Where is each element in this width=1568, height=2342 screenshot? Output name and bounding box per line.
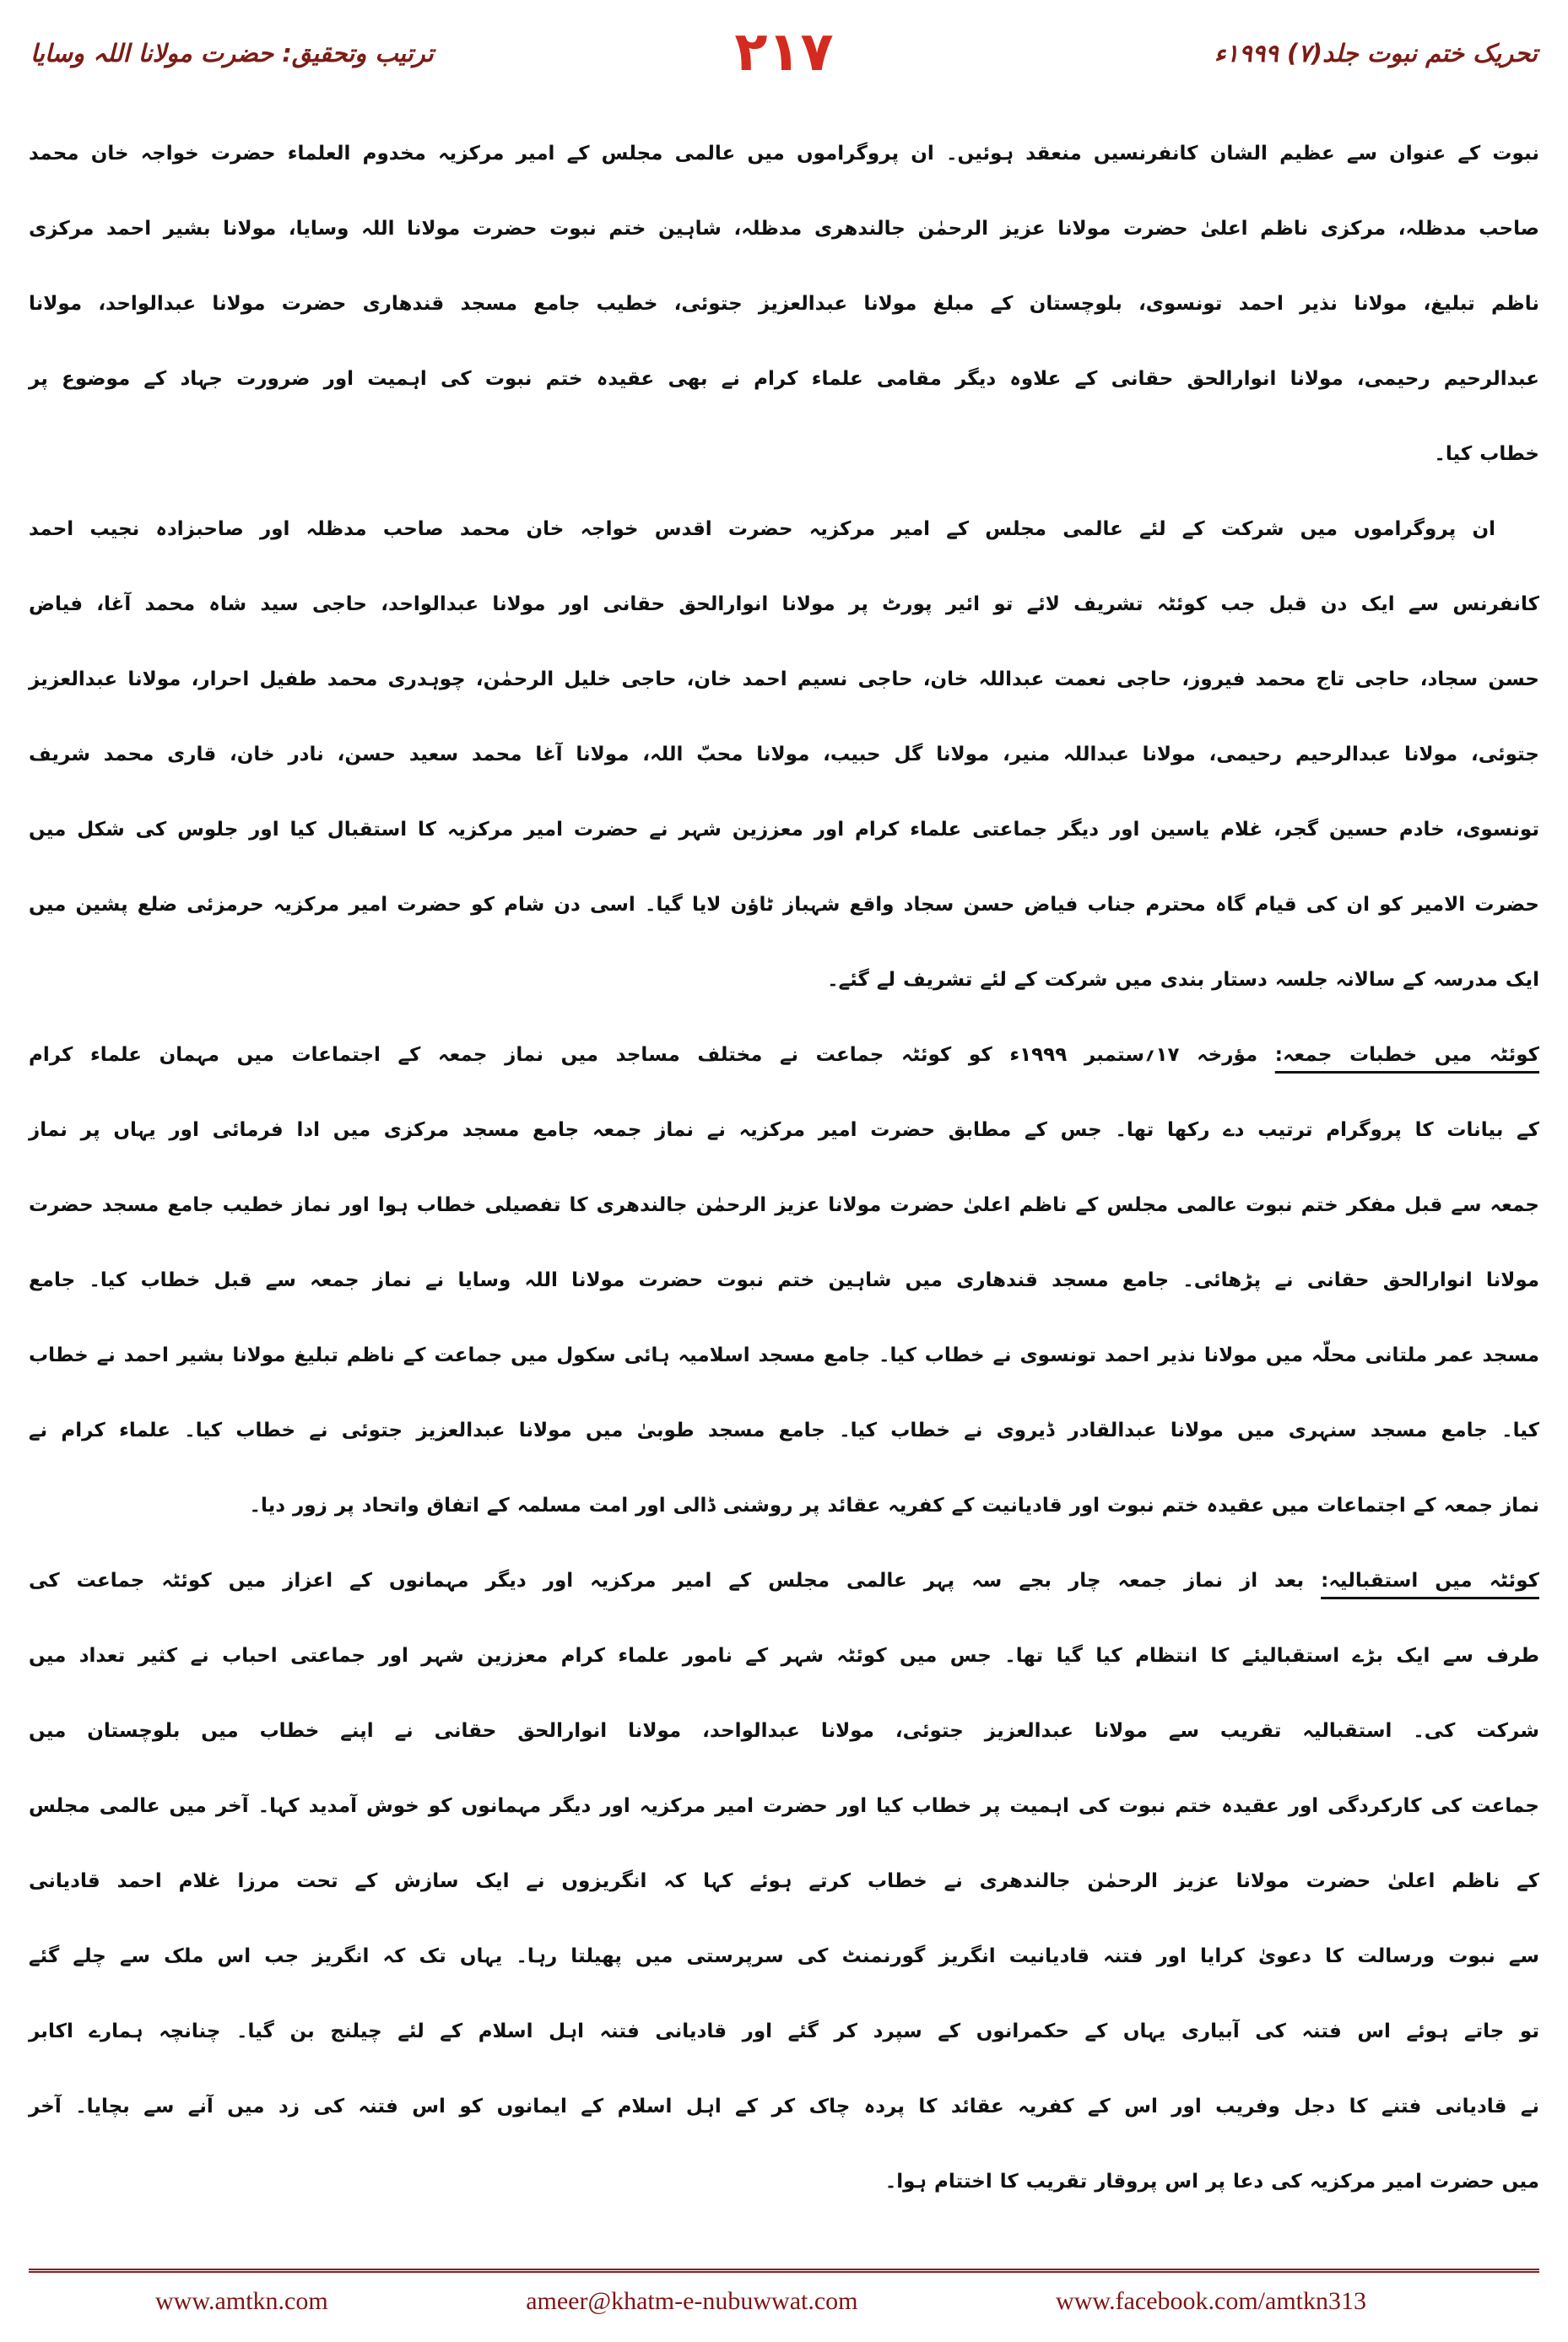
paragraph [29,1018,1539,1544]
page-number: ۲۱۷ [734,21,834,84]
page-body [29,116,1539,2220]
text-line [29,1018,1539,1093]
text-line: تو جاتے ہوئے اس فتنہ کی آبیاری یہاں کے حکمرانوں کے سپرد کر گئے اور قادیانی فتنہ اہل اسلام کے لئے چیلنج بن گیا۔ چنانچہ ہمارے اکابر [29,2020,1539,2042]
text-line: شرکت کی۔ استقبالیہ تقریب سے مولانا عبدالعزیز جتوئی، مولانا عبدالواحد، مولانا انوارالحق حقانی نے اپنے خطاب میں بلوچستان میں [29,1720,1539,1742]
text-line: نے قادیانی فتنے کا دجل وفریب اور اس کے کفریہ عقائد کا پردہ چاک کر کے اہل اسلام کے ایمانوں کو اس فتنہ کی زد میں آنے سے بچایا۔ آخر [29,2096,1539,2118]
text-line: تونسوی، خادم حسین گجر، غلام یاسین اور دیگر جماعتی علماء کرام اور معززین شہر نے حضرت امیر مرکزیہ کا استقبال کیا اور جلوس کی شکل میں [29,819,1539,841]
text-line: ان پروگراموں میں شرکت کے لئے عالمی مجلس کے امیر مرکزیہ حضرت اقدس خواجہ خان محمد صاحب مدظلہ اور صاحبزادہ نجیب احمد [29,518,1495,540]
text-line: عبدالرحیم رحیمی، مولانا انوارالحق حقانی کے علاوہ دیگر مقامی علماء کرام نے بھی عقیدہ ختم نبوت کی اہمیت اور ضرورت جہاد کے موضوع پر [29,368,1539,390]
page-header [30,15,1538,96]
text-line: مسجد عمر ملتانی محلّہ میں مولانا نذیر احمد تونسوی نے خطاب کیا۔ جامع مسجد اسلامیہ ہائی سکول میں جماعت کے ناظم تبلیغ مولانا بشیر احمد نے خطاب [29,1344,1539,1366]
paragraph [29,116,1539,492]
text-line: جتوئی، مولانا عبدالرحیم رحیمی، مولانا عبداللہ منیر، مولانا گل حبیب، مولانا محبّ اللہ، مولانا آغا محمد سعید حسن، نادر خان، قاری محمد شریف [29,744,1539,765]
line-text: مؤرخہ ۱۷؍ستمبر ۱۹۹۹ء کو کوئٹہ جماعت نے مختلف مساجد میں نماز جمعہ کے اجتماعات میں مہمان علماء کرام [29,1044,1258,1066]
paragraph [29,492,1539,1018]
facebook-link[interactable]: www.facebook.com/amtkn313 [1056,2286,1366,2315]
text-line: کانفرنس سے ایک دن قبل جب کوئٹہ تشریف لائے تو ائیر پورٹ پر مولانا انوارالحق حقانی اور مولانا عبدالواحد، حاجی سید شاہ محمد آغا، فیاض [29,593,1539,615]
text-line: خطاب کیا۔ [1434,443,1539,465]
text-line: جماعت کی کارکردگی اور عقیدہ ختم نبوت کی اہمیت پر خطاب کیا اور حضرت امیر مرکزیہ اور دیگر مہمانوں کو خوش آمدید کہا۔ آخر میں عالمی مجلس [29,1795,1539,1817]
text-line: حضرت الامیر کو ان کی قیام گاہ محترم جناب فیاض حسن سجاد واقع شہباز ٹاؤن لایا گیا۔ اسی دن شام کو حضرت امیر مرکزیہ حرمزئی ضلع پشین میں [29,894,1539,916]
email-link[interactable]: ameer@khatm-e-nubuwwat.com [526,2286,858,2315]
text-line: ایک مدرسہ کے سالانہ جلسہ دستار بندی میں شرکت کے لئے تشریف لے گئے۔ [827,969,1539,991]
section-heading: کوئٹہ میں استقبالیہ: [1321,1570,1539,1592]
text-line: جمعہ سے قبل مفکر ختم نبوت عالمی مجلس کے ناظم اعلیٰ حضرت مولانا عزیز الرحمٰن جالندھری کا تفصیلی خطاب ہوا اور نماز خطیب جامع مسجد حضرت [29,1194,1539,1216]
text-line [29,1544,1539,1619]
text-line: مولانا انوارالحق حقانی نے پڑھائی۔ جامع مسجد قندھاری میں شاہین ختم نبوت حضرت مولانا اللہ وسایا نے نماز جمعہ سے قبل خطاب کیا۔ جامع [29,1269,1539,1291]
section-heading: کوئٹہ میں خطبات جمعہ: [1274,1044,1540,1066]
text-line: کے بیانات کا پروگرام ترتیب دے رکھا تھا۔ جس کے مطابق حضرت امیر مرکزیہ نے نماز جمعہ جامع مسجد مرکزی میں ادا فرمائی اور یہاں پر نماز [29,1119,1539,1141]
website-link[interactable]: www.amtkn.com [155,2286,328,2315]
text-line: نبوت کے عنوان سے عظیم الشان کانفرنسیں منعقد ہوئیں۔ ان پروگراموں میں عالمی مجلس کے امیر مرکزیہ مخدوم العلماء حضرت خواجہ خان محمد [29,143,1539,165]
text-line: کیا۔ جامع مسجد سنہری میں مولانا عبدالقادر ڈیروی نے خطاب کیا۔ جامع مسجد طوبیٰ میں مولانا عبدالعزیز جتوئی نے خطاب کیا۔ علماء کرام نے [29,1420,1539,1441]
text-line: ناظم تبلیغ، مولانا نذیر احمد تونسوی، بلوچستان کے مبلغ مولانا عبدالعزیز جتوئی، خطیب جامع مسجد قندھاری حضرت مولانا عبدالواحد، مولانا [29,293,1539,315]
page-footer [29,2269,1539,2329]
paragraph [29,1544,1539,2220]
text-line: نماز جمعہ کے اجتماعات میں عقیدہ ختم نبوت اور قادیانیت کے کفریہ عقائد پر روشنی ڈالی اور امت مسلمہ کے اتفاق واتحاد پر زور دیا۔ [249,1495,1539,1517]
text-line: سے نبوت ورسالت کا دعویٰ کرایا اور فتنہ قادیانیت انگریز گورنمنٹ کی سرپرستی میں پھیلتا رہا۔ یہاں تک کہ انگریز جب اس ملک سے چلے گئے [29,1945,1539,1967]
compiler-credit: ترتیب وتحقیق: حضرت مولانا اللہ وسایا [30,39,434,68]
text-line: حسن سجاد، حاجی تاج محمد فیروز، حاجی نعمت عبداللہ خان، حاجی نسیم احمد خان، حاجی خلیل الرحمٰن، چوہدری محمد طفیل احرار، مولانا عبدالعزیز [29,668,1539,690]
line-text: بعد از نماز جمعہ چار بجے سہ پہر عالمی مجلس کے امیر مرکزیہ اور دیگر مہمانوں کے اعزاز میں کوئٹہ جماعت کی [29,1570,1305,1592]
text-line: صاحب مدظلہ، مرکزی ناظم اعلیٰ حضرت مولانا عزیز الرحمٰن جالندھری مدظلہ، شاہین ختم نبوت حضرت مولانا اللہ وسایا، مولانا بشیر احمد مرکزی [29,218,1539,240]
book-title: تحریک ختم نبوت جلد(۷) ۱۹۹۹ء [1214,39,1538,68]
text-line: طرف سے ایک بڑے استقبالیئے کا انتظام کیا گیا تھا۔ جس میں کوئٹہ شہر کے نامور علماء کرام معززین شہر اور جماعتی احباب نے کثیر تعداد میں [29,1645,1539,1667]
text-line: کے ناظم اعلیٰ حضرت مولانا عزیز الرحمٰن جالندھری نے خطاب کرتے ہوئے کہا کہ انگریزوں نے ایک سازش کے تحت مرزا غلام احمد قادیانی [29,1870,1539,1892]
text-line: میں حضرت امیر مرکزیہ کی دعا پر اس پروقار تقریب کا اختتام ہوا۔ [884,2171,1539,2193]
